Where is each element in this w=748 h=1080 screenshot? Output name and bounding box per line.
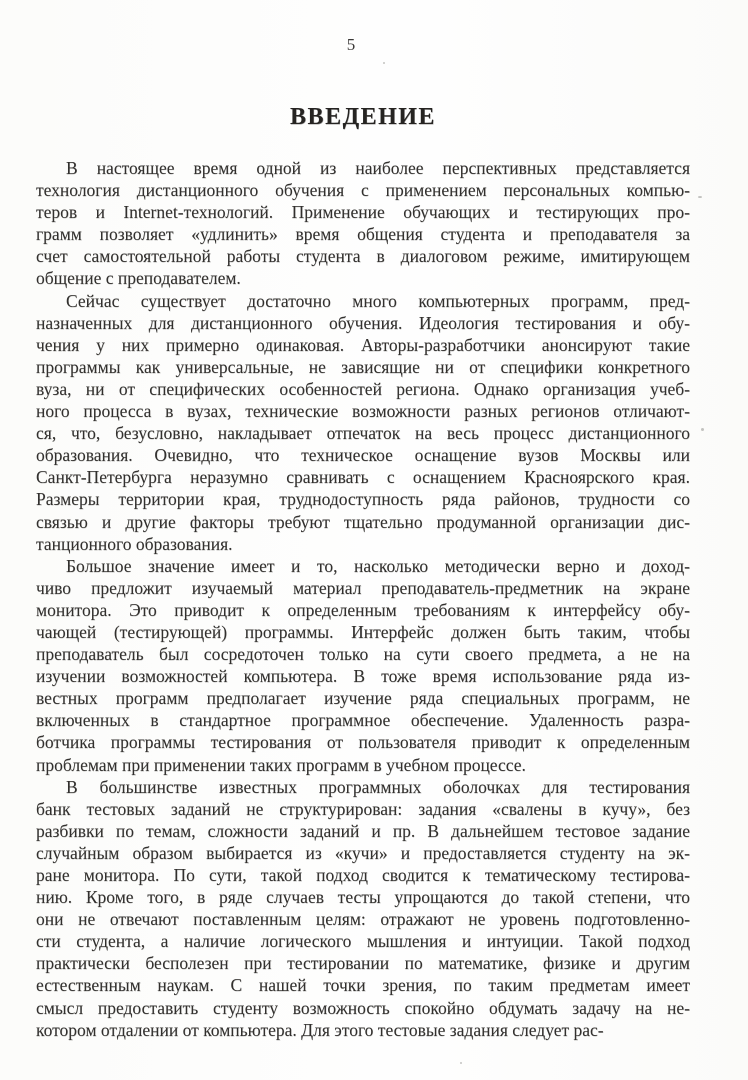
text-line: программы как универсальные, не зависящие ни от специфики конкретного (36, 356, 690, 377)
text-line: разбивки по темам, сложности заданий и пр. В дальнейшем тестовое задание (36, 820, 690, 841)
scan-speck (701, 428, 704, 431)
text-line: образования. Очевидно, что техническое оснащение вузов Москвы или (36, 445, 690, 466)
text-line: вестных программ предполагает изучение ряда специальных программ, не (36, 688, 690, 709)
text-line: чения у них примерно одинаковая. Авторы-разработчики анонсируют такие (36, 334, 690, 355)
text-line: случайным образом выбирается из «кучи» и предоставляется студенту на эк- (36, 842, 690, 863)
text-line: назначенных для дистанционного обучения. Идеология тестирования и обу- (36, 312, 690, 333)
text-line: Сейчас существует достаточно много компьютерных программ, пред- (66, 290, 690, 311)
scan-speck (460, 1062, 462, 1064)
text-line: котором отдалении от компьютера. Для этого тестовые задания следует рас- (36, 1019, 604, 1040)
body-text (36, 157, 690, 1041)
scan-speck (383, 62, 385, 64)
scan-speck (130, 345, 132, 347)
text-line: чающей (тестирующей) программы. Интерфейс должен быть таким, чтобы (36, 621, 690, 642)
text-line: грамм позволяет «удлинить» время общения студента и преподавателя за (36, 224, 690, 245)
text-line: включенных в стандартное программное обеспечение. Удаленность разра- (36, 710, 690, 731)
text-line: счет самостоятельной работы студента в диалоговом режиме, имитирующем (36, 246, 690, 267)
text-line: монитора. Это приводит к определенным требованиям к интерфейсу обу- (36, 599, 690, 620)
text-line: общение с преподавателем. (36, 268, 241, 289)
text-line: технология дистанционного обучения с применением персональных компью- (36, 180, 690, 201)
text-line: теров и Internet-технологий. Применение обучающих и тестирующих про- (36, 202, 690, 223)
text-line: Санкт-Петербурга неразумно сравнивать с оснащением Красноярского края. (36, 467, 690, 488)
text-line: преподаватель был сосредоточен только на сути своего предмета, а не на (36, 644, 690, 665)
text-line: вуза, ни от специфических особенностей региона. Однако организация учеб- (36, 378, 690, 399)
text-line: В настоящее время одной из наиболее перспективных представляется (66, 158, 690, 178)
text-line: естественным наукам. С нашей точки зрения, по таким предметам имеет (36, 975, 690, 996)
text-line: ного процесса в вузах, технические возможности разных регионов отличают- (36, 401, 690, 422)
text-line: они не отвечают поставленным целям: отражают не уровень подготовленно- (36, 909, 690, 930)
text-line: банк тестовых заданий не структурирован: задания «свалены в кучу», без (36, 798, 690, 819)
text-line: чиво предложит изучаемый материал преподаватель-предметник на экране (36, 577, 690, 598)
text-line: ране монитора. По сути, такой подход сводится к тематическому тестирова- (36, 865, 690, 885)
text-line: проблемам при применении таких программ в учебном процессе. (36, 754, 526, 775)
paragraph (36, 290, 690, 555)
text-line: Размеры территории края, труднодоступность ряда районов, трудности со (36, 489, 690, 510)
text-line: изучении возможностей компьютера. В тоже время использование ряда из- (36, 666, 690, 687)
text-line: ся, что, безусловно, накладывает отпечаток на весь процесс дистанционного (36, 423, 690, 444)
text-line: В большинстве известных программных оболочках для тестирования (66, 776, 690, 797)
paragraph (36, 555, 690, 776)
chapter-title: ВВЕДЕНИЕ (290, 104, 436, 130)
text-line: сти студента, а наличие логического мышления и интуиции. Такой подход (36, 931, 690, 952)
text-line: Большое значение имеет и то, насколько методически верно и доход- (66, 555, 690, 576)
scan-speck (698, 196, 702, 198)
text-line: связью и другие факторы требуют тщательно продуманной организации дис- (36, 511, 690, 532)
paragraph (36, 776, 690, 1041)
page-number: 5 (346, 35, 356, 54)
paragraph (36, 157, 690, 290)
text-line: нию. Кроме того, в ряде случаев тесты упрощаются до такой степени, что (36, 887, 690, 908)
text-line: практически бесполезен при тестировании по математике, физике и другим (36, 953, 690, 974)
text-line: смысл предоставить студенту возможность спокойно обдумать задачу на не- (36, 997, 690, 1018)
text-line: ботчика программы тестирования от пользователя приводит к определенным (36, 732, 690, 753)
text-line: танционного образования. (36, 533, 233, 554)
